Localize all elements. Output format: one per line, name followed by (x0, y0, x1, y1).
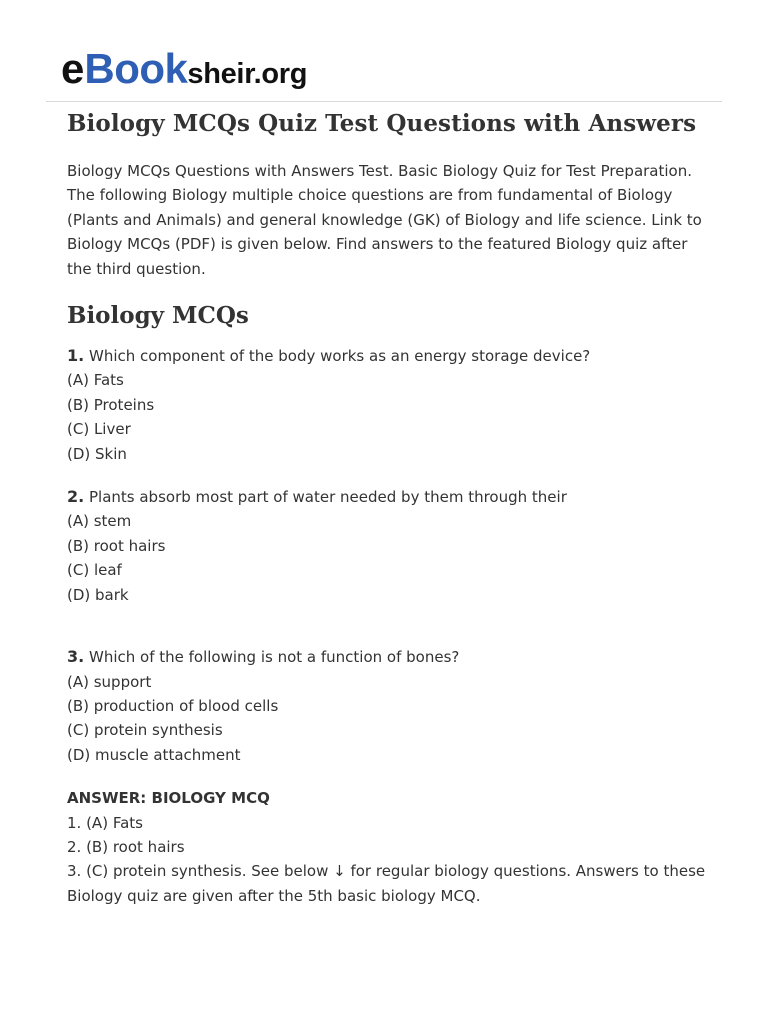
question-number: 1. (67, 346, 85, 366)
question-stem: Which of the following is not a function of bones? (84, 648, 460, 667)
question-2 (67, 485, 707, 607)
answer-line-1: 1. (A) Fats (67, 813, 143, 832)
question-3 (67, 645, 707, 767)
question-text-2 (67, 488, 567, 506)
option-b: (B) Proteins (67, 395, 155, 414)
option-b: (B) root hairs (67, 536, 166, 555)
question-number: 3. (67, 647, 85, 667)
question-text-3 (67, 648, 459, 666)
question-stem: Which component of the body works as an energy storage device? (84, 347, 591, 366)
option-c: (C) protein synthesis (67, 721, 223, 740)
answer-line-2: 2. (B) root hairs (67, 837, 185, 856)
question-1 (67, 344, 707, 466)
answer-line-3: 3. (C) protein synthesis. See below ↓ for regular biology questions. Answers to these Biology quiz are given after the 5th basic biology MCQ. (67, 862, 706, 905)
answer-heading: ANSWER: BIOLOGY MCQ (67, 789, 270, 808)
option-b: (B) production of blood cells (67, 696, 279, 715)
question-number: 2. (67, 487, 85, 507)
logo-book: Book (84, 45, 188, 92)
option-d: (D) bark (67, 585, 129, 604)
option-a: (A) Fats (67, 371, 124, 390)
logo-e: e (61, 45, 85, 92)
intro-paragraph: Biology MCQs Questions with Answers Test. Basic Biology Quiz for Test Preparation. The following Biology multiple choice questions are from fundamental of Biology (Plants and Animals) and general knowledge (GK) of Biology and life science. Link to Biology MCQs (PDF) is given below. Find answers to the featured Biology quiz after the third question. (67, 162, 702, 278)
page-title: Biology MCQs Quiz Test Questions with Answers (67, 110, 697, 137)
answer-section (67, 786, 707, 908)
option-c: (C) Liver (67, 420, 131, 439)
option-a: (A) stem (67, 512, 132, 531)
article-content (67, 108, 707, 908)
question-stem: Plants absorb most part of water needed by them through their (84, 488, 567, 507)
logo-domain: sheir.org (187, 58, 308, 90)
option-a: (A) support (67, 672, 152, 691)
option-d: (D) Skin (67, 444, 127, 463)
site-logo[interactable] (61, 45, 308, 92)
option-d: (D) muscle attachment (67, 745, 241, 764)
question-text-1 (67, 347, 590, 365)
header-divider (46, 101, 722, 102)
option-c: (C) leaf (67, 561, 122, 580)
section-heading: Biology MCQs (67, 302, 249, 330)
